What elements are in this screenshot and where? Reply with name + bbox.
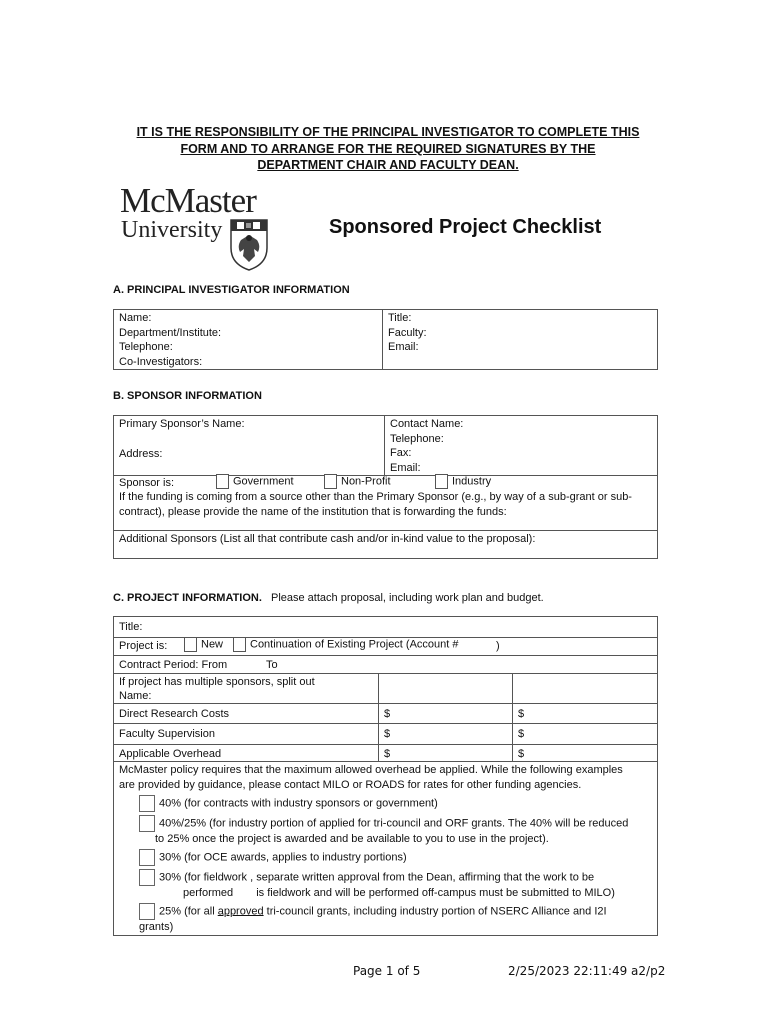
responsibility-notice [100,124,676,174]
sponsor-left-fields [114,416,385,476]
section-b-table [113,415,658,559]
telephone-field[interactable]: Telephone: [119,341,173,353]
section-c-note: Please attach proposal, including work plan and budget. [270,592,544,604]
overhead-option-40-25 [139,815,657,847]
faculty-supervision-amount-2[interactable]: $ [513,724,658,745]
sponsor-name-1-field[interactable] [379,674,513,704]
section-a-table [113,309,658,370]
additional-sponsors-label: Additional Sponsors (List all that contribute cash and/or in-kind value to the proposal): [119,533,536,545]
contract-period-from[interactable]: Contract Period: From [119,659,228,671]
subgrant-text-2: contract), please provide the name of the institution that is forwarding the funds: [119,505,507,518]
sponsor-name-2-field[interactable] [513,674,658,704]
account-close-paren: ) [496,640,500,652]
industry-label: Industry [452,475,492,488]
project-title-field[interactable] [114,617,658,638]
overhead-25-label-post: tri-council grants, including industry portion of NSERC Alliance and I2I [263,905,607,918]
department-field[interactable]: Department/Institute: [119,326,222,339]
government-checkbox[interactable] [216,474,229,489]
overhead-40-25-checkbox[interactable] [139,815,155,832]
overhead-30-oce-checkbox[interactable] [139,849,155,866]
mcmaster-logo [120,183,280,273]
overhead-30-oce-label: 30% (for OCE awards, applies to industry portions) [159,850,407,863]
notice-line-1: IT IS THE RESPONSIBILITY OF THE PRINCIPAL INVESTIGATOR TO COMPLETE THIS [136,125,640,139]
overhead-25-checkbox[interactable] [139,903,155,920]
non-profit-label: Non-Profit [341,475,391,488]
policy-text-1: McMaster policy requires that the maximum allowed overhead be applied. While the following examples [119,764,623,776]
direct-costs-amount-2[interactable]: $ [513,704,658,724]
overhead-policy-cell [114,762,658,936]
multi-sponsor-text-2: Name: [119,690,152,702]
co-investigators-field[interactable]: Co-Investigators: [119,355,203,368]
project-title-label: Title: [119,621,143,633]
notice-line-2: FORM AND TO ARRANGE FOR THE REQUIRED SIGNATURES BY THE [180,141,596,156]
primary-sponsor-field[interactable]: Primary Sponsor’s Name: [119,418,245,430]
direct-costs-label: Direct Research Costs [114,704,379,724]
subgrant-field[interactable] [119,490,657,519]
address-field[interactable]: Address: [119,447,163,460]
direct-costs-amount-1[interactable]: $ [379,704,513,724]
sponsor-is-label: Sponsor is: [119,477,175,489]
faculty-field[interactable]: Faculty: [388,326,427,339]
policy-text-2: are provided by guidance, please contact MILO or ROADS for rates for other funding agencies. [119,778,582,791]
fax-field[interactable]: Fax: [390,447,412,459]
overhead-option-40 [139,795,657,812]
contact-name-field[interactable]: Contact Name: [390,418,464,430]
new-label: New [201,638,224,651]
contract-period-row [114,656,658,674]
overhead-option-25 [139,903,657,920]
faculty-supervision-label: Faculty Supervision [114,724,379,745]
overhead-amount-2[interactable]: $ [513,745,658,762]
section-b-heading: B. SPONSOR INFORMATION [113,390,262,402]
pi-left-fields [114,310,383,370]
page-number: Page 1 of 5 [353,964,421,978]
overhead-25-label-2: grants) [139,921,174,933]
overhead-40-25-label-2: to 25% once the project is awarded and be available to you to use in the project). [155,833,549,845]
title-field[interactable]: Title: [388,312,412,324]
sponsor-telephone-field[interactable]: Telephone: [390,432,444,445]
sponsor-type-row [114,476,658,531]
sponsor-right-fields [385,416,658,476]
fieldwork-approval-text: is fieldwork and will be performed off-campus must be submitted to MILO) [256,886,615,899]
print-timestamp: 2/25/2023 22:11:49 a2/p2 [508,964,666,978]
logo-wordmark-university: University [121,217,223,243]
section-c-title: C. PROJECT INFORMATION. [113,592,262,604]
contract-period-to[interactable]: To [266,659,278,671]
logo-wordmark-mcmaster: McMaster [120,181,256,220]
fieldwork-performed-text: performed [183,886,234,899]
pi-right-fields [383,310,658,370]
faculty-supervision-amount-1[interactable]: $ [379,724,513,745]
overhead-option-30-oce [139,849,657,866]
non-profit-checkbox[interactable] [324,474,337,489]
overhead-30-fieldwork-label: 30% (for fieldwork , separate written approval from the Dean, affirming that the work to be [159,870,595,883]
multiple-sponsors-label [114,674,379,704]
project-is-label: Project is: [119,640,168,652]
overhead-option-30-fieldwork [139,869,657,901]
section-c-table [113,616,658,936]
sponsor-email-field[interactable]: Email: [390,461,421,474]
overhead-25-label-pre: 25% (for all [159,905,218,918]
continuation-label: Continuation of Existing Project (Account # [250,638,459,651]
overhead-40-25-label: 40%/25% (for industry portion of applied for tri-council and ORF grants. The 40% will be reduced [159,817,629,830]
section-c-heading [113,592,544,604]
overhead-amount-1[interactable]: $ [379,745,513,762]
document-title: Sponsored Project Checklist [329,216,602,238]
continuation-checkbox[interactable] [233,637,246,652]
section-a-heading: A. PRINCIPAL INVESTIGATOR INFORMATION [113,284,350,296]
additional-sponsors-field[interactable] [114,531,658,559]
name-field[interactable]: Name: [119,312,152,324]
crest-icon [229,218,269,272]
project-type-row [114,638,658,656]
notice-line-3: DEPARTMENT CHAIR AND FACULTY DEAN. [257,158,519,172]
subgrant-text-1: If the funding is coming from a source other than the Primary Sponsor (e.g., by way of a sub-grant or sub- [119,491,632,503]
multi-sponsor-text-1: If project has multiple sponsors, split out [119,676,315,688]
overhead-label: Applicable Overhead [114,745,379,762]
overhead-40-label: 40% (for contracts with industry sponsors or government) [159,797,438,810]
new-project-checkbox[interactable] [184,637,197,652]
overhead-30-fieldwork-checkbox[interactable] [139,869,155,886]
industry-checkbox[interactable] [435,474,448,489]
email-field[interactable]: Email: [388,341,419,353]
overhead-40-checkbox[interactable] [139,795,155,812]
overhead-25-approved: approved [217,905,264,918]
government-label: Government [233,475,294,488]
